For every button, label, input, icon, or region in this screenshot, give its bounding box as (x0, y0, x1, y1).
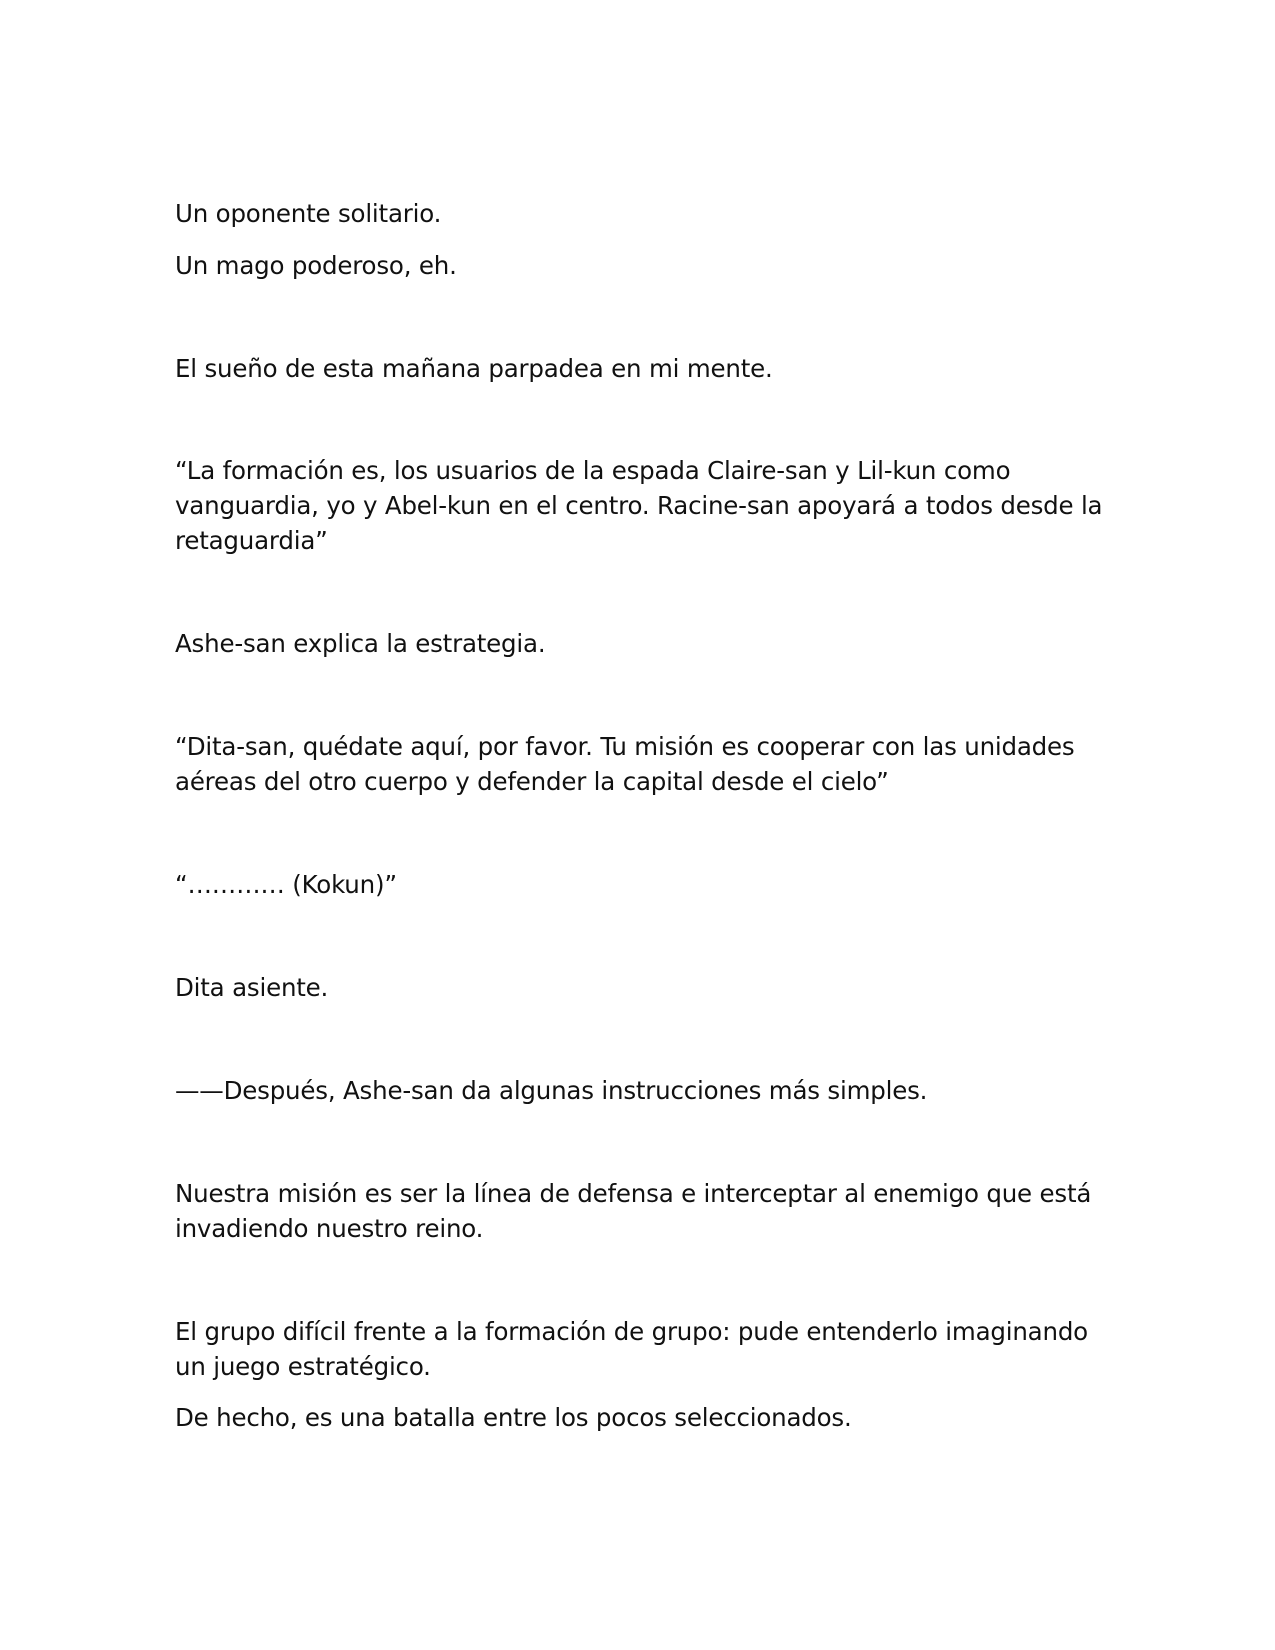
paragraph-7: “………… (Kokun)” (175, 870, 397, 899)
paragraph-11: El grupo difícil frente a la formación de grupo: pude entenderlo imaginando un juego estratégico. (175, 1317, 1088, 1381)
paragraph-12: De hecho, es una batalla entre los pocos seleccionados. (175, 1403, 852, 1432)
paragraph-3: El sueño de esta mañana parpadea en mi mente. (175, 354, 773, 383)
paragraph-10: Nuestra misión es ser la línea de defensa e interceptar al enemigo que está invadiendo nuestro reino. (175, 1179, 1092, 1243)
paragraph-4: “La formación es, los usuarios de la espada Claire-san y Lil-kun como vanguardia, yo y Abel-kun en el centro. Racine-san apoyará a todos desde la retaguardia” (175, 456, 1103, 555)
paragraph-5: Ashe-san explica la estrategia. (175, 629, 546, 658)
paragraph-6: “Dita-san, quédate aquí, por favor. Tu misión es cooperar con las unidades aéreas del otro cuerpo y defender la capital desde el cielo” (175, 732, 1075, 796)
paragraph-8: Dita asiente. (175, 973, 329, 1002)
paragraph-1: Un oponente solitario. (175, 199, 442, 228)
paragraph-2: Un mago poderoso, eh. (175, 251, 457, 280)
paragraph-9: ——Después, Ashe-san da algunas instrucciones más simples. (175, 1076, 928, 1105)
